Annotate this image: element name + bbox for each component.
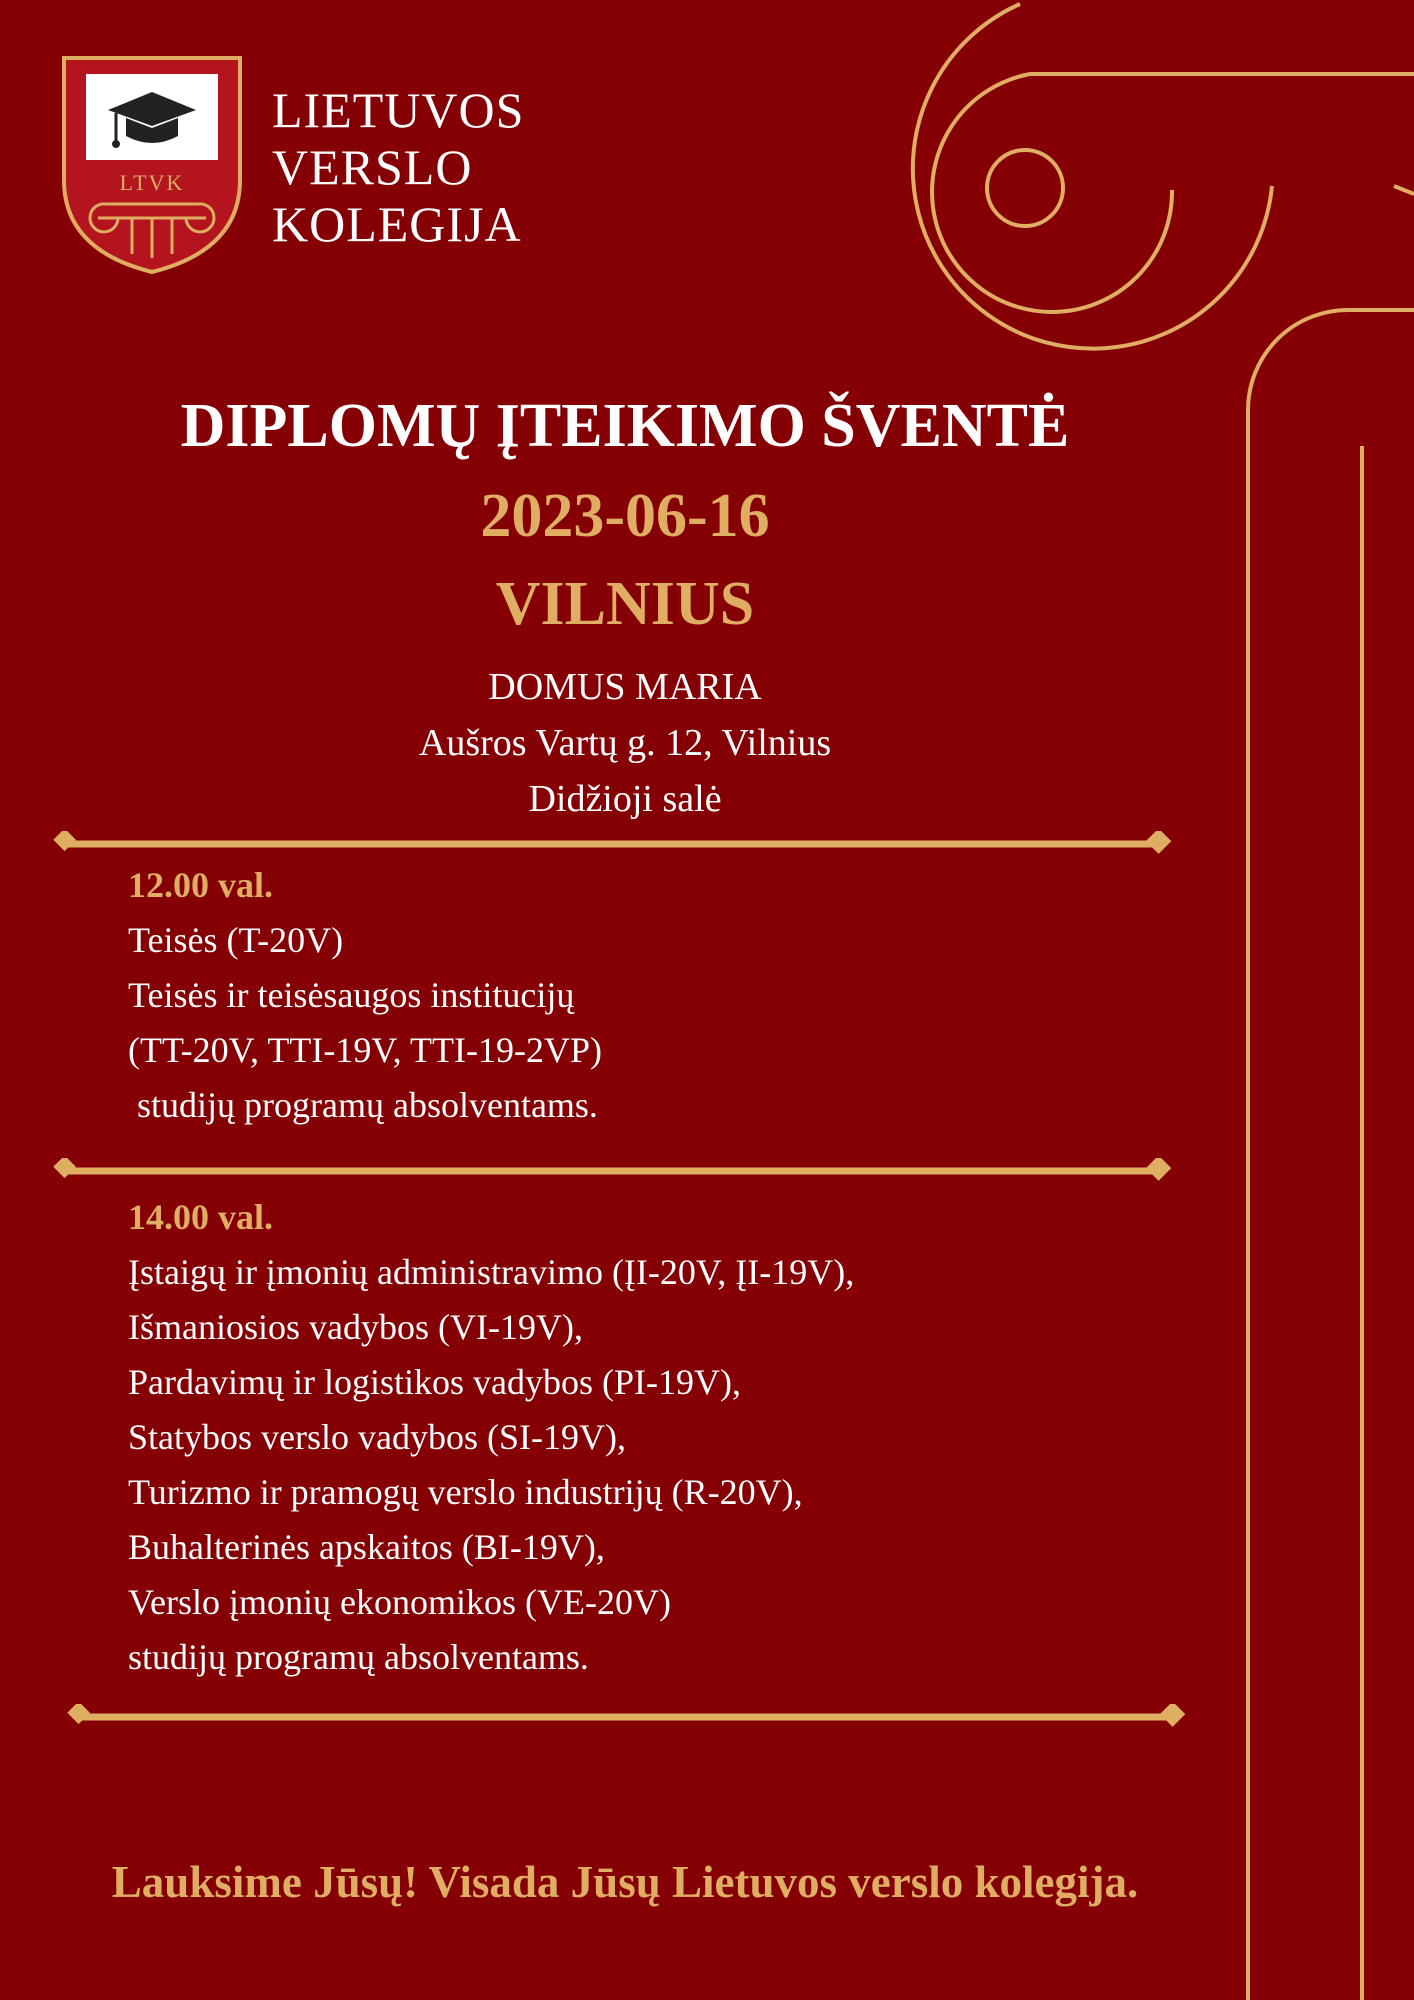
session-1-line: Teisės (T-20V) bbox=[128, 920, 344, 960]
session-2-line: Turizmo ir pramogų verslo industrijų (R-20V), bbox=[128, 1472, 803, 1512]
college-name bbox=[272, 82, 524, 253]
college-logo-shield bbox=[60, 50, 244, 276]
event-title: DIPLOMŲ ĮTEIKIMO ŠVENTĖ bbox=[180, 392, 1070, 460]
session-1-line: studijų programų absolventams. bbox=[128, 1085, 598, 1125]
venue-name: DOMUS MARIA bbox=[488, 666, 762, 708]
session-2-line: Verslo įmonių ekonomikos (VE-20V) bbox=[128, 1582, 671, 1622]
college-name-line-1: LIETUVOS bbox=[272, 82, 525, 138]
venue-hall: Didžioji salė bbox=[528, 778, 722, 820]
venue-address: Aušros Vartų g. 12, Vilnius bbox=[418, 722, 832, 764]
session-1-time: 12.00 val. bbox=[128, 865, 274, 905]
session-2-line: Pardavimų ir logistikos vadybos (PI-19V), bbox=[128, 1362, 741, 1402]
logo-badge-text: LTVK bbox=[119, 170, 185, 195]
session-2 bbox=[128, 1190, 854, 1685]
divider-2 bbox=[48, 1158, 1178, 1184]
session-2-line: Įstaigų ir įmonių administravimo (ĮI-20V, ĮI-19V), bbox=[128, 1252, 855, 1292]
session-1-line: (TT-20V, TTI-19V, TTI-19-2VP) bbox=[128, 1030, 602, 1070]
college-name-line-3: KOLEGIJA bbox=[272, 196, 522, 252]
session-2-line: studijų programų absolventams. bbox=[128, 1637, 589, 1677]
session-2-line: Buhalterinės apskaitos (BI-19V), bbox=[128, 1527, 605, 1567]
event-city: VILNIUS bbox=[495, 570, 755, 638]
college-name-line-2: VERSLO bbox=[272, 139, 473, 195]
session-2-line: Išmaniosios vadybos (VI-19V), bbox=[128, 1307, 583, 1347]
session-2-line: Statybos verslo vadybos (SI-19V), bbox=[128, 1417, 626, 1457]
divider-1 bbox=[48, 831, 1178, 857]
session-2-time: 14.00 val. bbox=[128, 1197, 274, 1237]
event-date: 2023-06-16 bbox=[480, 482, 770, 550]
divider-3 bbox=[62, 1704, 1192, 1730]
session-1 bbox=[128, 858, 602, 1133]
session-1-line: Teisės ir teisėsaugos institucijų bbox=[128, 975, 575, 1015]
footer-message: Lauksime Jūsų! Visada Jūsų Lietuvos verslo kolegija. bbox=[111, 1857, 1139, 1907]
